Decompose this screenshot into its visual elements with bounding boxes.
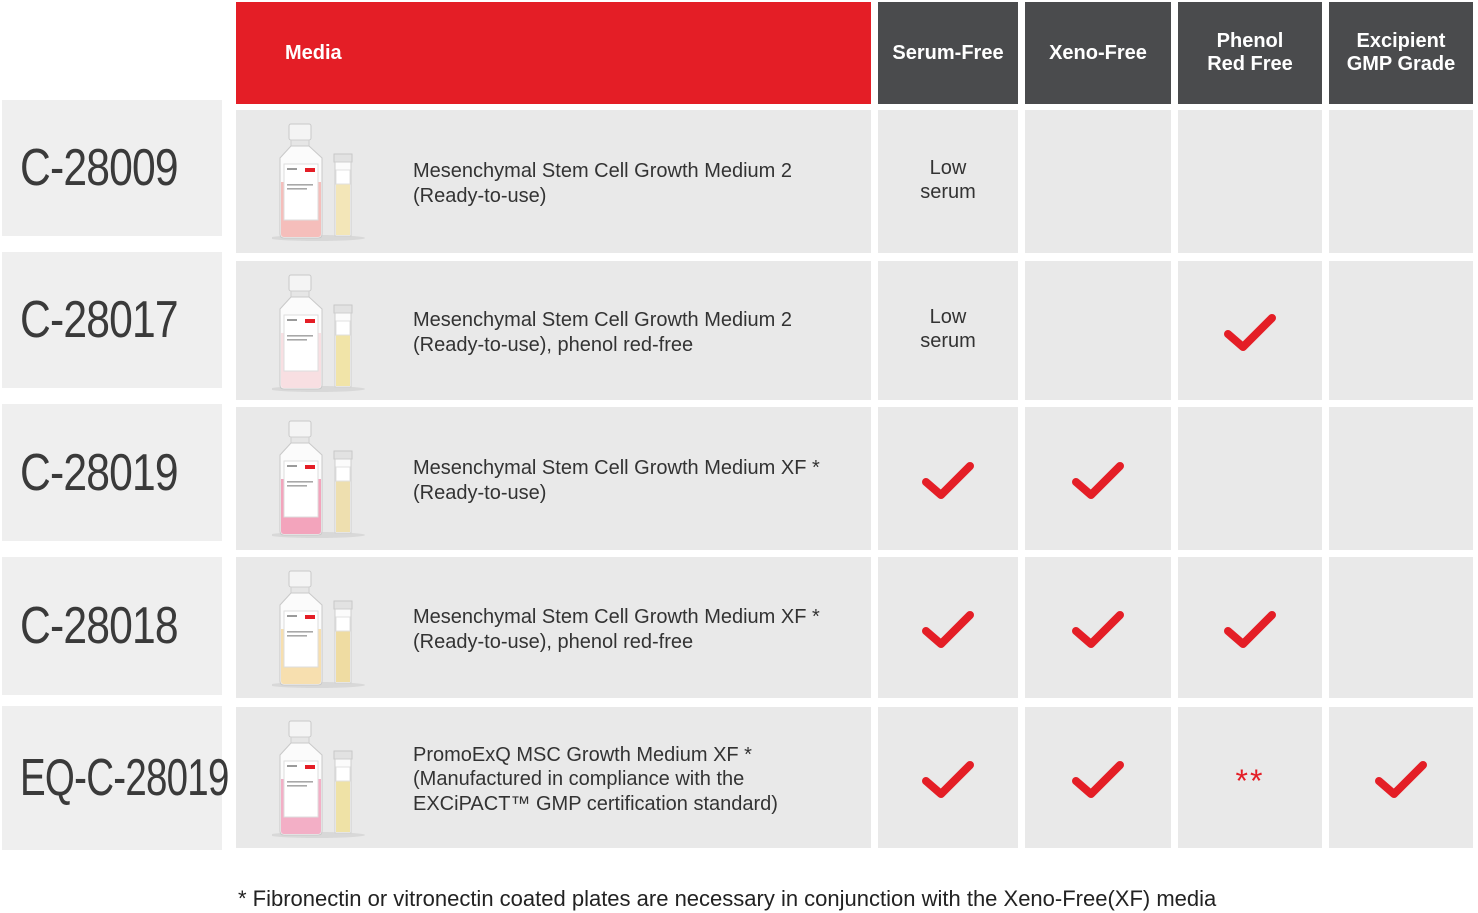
gmp-grade-cell <box>1329 110 1473 253</box>
low-serum-label <box>920 305 976 353</box>
low-serum-label <box>920 156 976 204</box>
low-serum-line1: Low <box>929 305 967 328</box>
low-serum-line2: serum <box>920 329 976 352</box>
xeno-free-cell <box>1025 110 1171 253</box>
media-name-line: (Ready-to-use), phenol red-free <box>413 630 694 653</box>
check-mark <box>921 759 975 801</box>
low-serum-line2: serum <box>920 180 976 203</box>
checkmark-icon <box>1071 609 1125 651</box>
serum-free-cell <box>878 707 1018 848</box>
media-name-line: Mesenchymal Stem Cell Growth Medium 2 <box>413 309 793 331</box>
checkmark-icon <box>1374 759 1428 801</box>
serum-free-cell <box>878 557 1018 698</box>
xeno-free-cell <box>1025 707 1171 848</box>
media-bottle-image <box>272 569 372 689</box>
phenol-red-free-cell <box>1178 261 1322 400</box>
media-name-line: PromoExQ MSC Growth Medium XF * <box>413 743 752 766</box>
media-description-cell <box>236 110 871 253</box>
xeno-free-cell <box>1025 407 1171 550</box>
catalog-number-cell <box>2 404 222 541</box>
xeno-free-header-label: Xeno-Free <box>1049 41 1147 64</box>
check-mark <box>1223 609 1277 651</box>
gmp-grade-cell <box>1329 707 1473 848</box>
phenol-red-free-cell <box>1178 407 1322 550</box>
gmp-grade-column-header <box>1329 2 1473 104</box>
catalog-number: C-28017 <box>20 291 178 349</box>
catalog-number-cell <box>2 557 222 695</box>
gmp-grade-cell <box>1329 557 1473 698</box>
gmp-header-line1: Excipient <box>1356 30 1446 52</box>
media-bottle-image <box>272 122 372 242</box>
check-mark <box>1223 312 1277 354</box>
media-description-cell <box>236 557 871 698</box>
serum-free-cell <box>878 407 1018 550</box>
phenol-red-free-cell <box>1178 707 1322 848</box>
media-name <box>413 308 792 357</box>
media-column-header <box>236 2 871 104</box>
serum-free-cell <box>878 261 1018 400</box>
low-serum-line1: Low <box>929 156 967 179</box>
gmp-header-line2: GMP Grade <box>1346 53 1456 75</box>
gmp-grade-cell <box>1329 407 1473 550</box>
media-name-line: (Ready-to-use) <box>413 481 547 504</box>
media-name <box>413 605 820 654</box>
checkmark-icon <box>921 460 975 502</box>
catalog-number: C-28018 <box>20 597 178 655</box>
media-name <box>413 159 792 208</box>
media-name-line: (Ready-to-use) <box>413 184 547 207</box>
checkmark-icon <box>1071 460 1125 502</box>
phenol-red-free-cell <box>1178 557 1322 698</box>
footnote: * Fibronectin or vitronectin coated plates are necessary in conjunction with the Xeno-Free(XF) media <box>238 886 1217 911</box>
catalog-number-cell <box>2 706 229 850</box>
double-asterisk-note: ** <box>1235 762 1265 799</box>
media-bottle-image <box>272 719 372 839</box>
media-name-line: Mesenchymal Stem Cell Growth Medium XF * <box>413 457 820 479</box>
checkmark-icon <box>1071 759 1125 801</box>
check-mark <box>1071 460 1125 502</box>
xeno-free-column-header <box>1025 2 1171 104</box>
media-name-line: Mesenchymal Stem Cell Growth Medium 2 <box>413 160 793 182</box>
phenol-red-free-cell <box>1178 110 1322 253</box>
check-mark <box>1374 759 1428 801</box>
serum-free-cell <box>878 110 1018 253</box>
serum-free-header-label: Serum-Free <box>892 41 1004 64</box>
catalog-number: C-28009 <box>20 139 178 197</box>
media-name-line: Mesenchymal Stem Cell Growth Medium XF * <box>413 606 820 628</box>
phenol-header-line2: Red Free <box>1207 53 1293 75</box>
checkmark-icon <box>921 609 975 651</box>
catalog-number-cell <box>2 252 222 388</box>
media-name-line: (Manufactured in compliance with the <box>413 768 745 790</box>
media-bottle-image <box>272 273 372 393</box>
checkmark-icon <box>1223 609 1277 651</box>
media-header-label: Media <box>285 41 342 64</box>
check-mark <box>1071 759 1125 801</box>
media-name-line: (Ready-to-use), phenol red-free <box>413 333 694 356</box>
media-name-line: EXCiPACT™ GMP certification standard) <box>413 792 778 815</box>
serum-free-column-header <box>878 2 1018 104</box>
media-name <box>413 456 820 505</box>
phenol-red-free-column-header <box>1178 2 1322 104</box>
xeno-free-cell <box>1025 261 1171 400</box>
media-bottle-image <box>272 419 372 539</box>
checkmark-icon <box>921 759 975 801</box>
media-name <box>413 743 778 817</box>
catalog-number: C-28019 <box>20 443 178 502</box>
check-mark <box>1071 609 1125 651</box>
media-description-cell <box>236 707 871 848</box>
gmp-grade-cell <box>1329 261 1473 400</box>
checkmark-icon <box>1223 312 1277 354</box>
check-mark <box>921 460 975 502</box>
catalog-number-cell <box>2 100 222 236</box>
media-description-cell <box>236 261 871 400</box>
check-mark <box>921 609 975 651</box>
phenol-header-line1: Phenol <box>1216 30 1284 52</box>
catalog-number: EQ-C-28019 <box>20 749 229 807</box>
media-description-cell <box>236 407 871 550</box>
xeno-free-cell <box>1025 557 1171 698</box>
